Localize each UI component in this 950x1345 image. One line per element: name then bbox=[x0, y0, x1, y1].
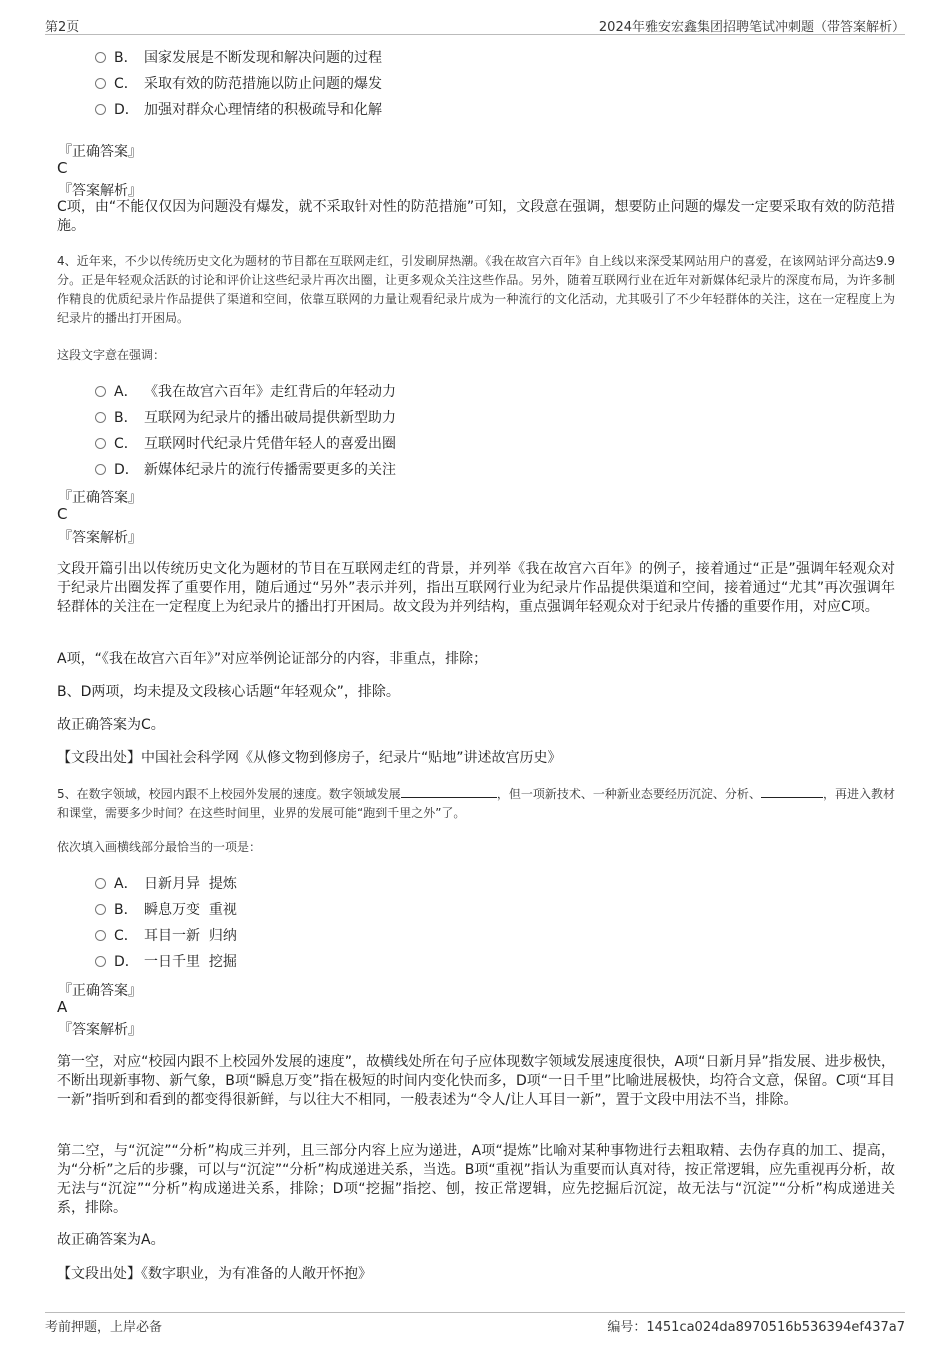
q5-analysis-first-blank: 第一空，对应“校园内跟不上校园外发展的速度”，故横线处所在句子应体现数字领域发展速度很快，A项“日新月异”指发展、进步极快，不断出现新事物、新气象，B项“瞬息万变”指在极短的时间内变化快而多，D项“一日千里”比喻进展极快，均符合文意，保留。C项“耳目一新”指听到和看到的都变得很新鲜，与以往大不相同，一般表述为“令人/让人耳目一新”，置于文段中用法不当，排除。 bbox=[57, 1054, 895, 1108]
q5-option-b[interactable]: B． 瞬息万变 重视 bbox=[95, 899, 237, 921]
q5-analysis-second-blank: 第二空，与“沉淀”“分析”构成三并列，且三部分内容上应为递进，A项“提炼”比喻对某种事物进行去粗取精、去伪存真的加工、提高，为“分析”之后的步骤，可以与“沉淀”“分析”构成递进关系，当选。B项“重视”指认为重要而认真对待，按正常逻辑，应先重视再分析，故无法与“沉淀”“分析”构成递进关系，排除；D项“挖掘”指挖、刨，按正常逻辑，应先挖掘后沉淀，故无法与“沉淀”“分析”构成递进关系，排除。 bbox=[57, 1143, 895, 1216]
page-number: 第2页 bbox=[45, 20, 80, 35]
page-footer bbox=[45, 1312, 905, 1333]
q5-answer-tag: 『正确答案』 bbox=[58, 983, 142, 999]
q4-option-c[interactable]: C． 互联网时代纪录片凭借年轻人的喜爱出圈 bbox=[95, 433, 396, 455]
q5-option-c[interactable]: C． 耳目一新 归纳 bbox=[95, 925, 237, 947]
blank-line-2 bbox=[761, 785, 823, 798]
radio-icon[interactable] bbox=[95, 78, 106, 89]
radio-icon[interactable] bbox=[95, 878, 106, 889]
q3-analysis-tag: 『答案解析』 bbox=[58, 183, 142, 199]
document-title: 2024年雅安宏鑫集团招聘笔试冲刺题（带答案解析） bbox=[598, 20, 905, 35]
page-header bbox=[45, 14, 905, 35]
q4-option-d[interactable]: D． 新媒体纪录片的流行传播需要更多的关注 bbox=[95, 459, 396, 481]
q3-analysis: C项，由“不能仅仅因为问题没有爆发，就不采取针对性的防范措施”可知，文段意在强调，想要防止问题的爆发一定要采取有效的防范措施。 bbox=[57, 199, 895, 234]
radio-icon[interactable] bbox=[95, 956, 106, 967]
q5-analysis-conclusion: 故正确答案为A。 bbox=[57, 1232, 165, 1248]
q5-stem: 5、在数字领域，校园内跟不上校园外发展的速度。数字领域发展 ，但一项新技术、一种新业态要经历沉淀、分析、 ，再进入教材和课堂，需要多少时间？在这些时间里，业界的发展可能“跑到千里之外”了。 bbox=[57, 787, 895, 820]
q4-analysis-a: A项，“《我在故宫六百年》”对应举例论证部分的内容，非重点，排除； bbox=[57, 651, 488, 667]
q5-prompt: 依次填入画横线部分最恰当的一项是： bbox=[57, 840, 262, 854]
radio-icon[interactable] bbox=[95, 438, 106, 449]
q3-option-b[interactable]: B． 国家发展是不断发现和解决问题的过程 bbox=[95, 47, 382, 69]
radio-icon[interactable] bbox=[95, 930, 106, 941]
q4-analysis-conclusion: 故正确答案为C。 bbox=[57, 717, 165, 733]
q4-prompt: 这段文字意在强调： bbox=[57, 348, 166, 362]
q4-analysis-tag: 『答案解析』 bbox=[58, 530, 142, 546]
q5-answer: A bbox=[57, 998, 68, 1016]
q3-option-c[interactable]: C． 采取有效的防范措施以防止问题的爆发 bbox=[95, 73, 382, 95]
q3-answer: C bbox=[57, 159, 68, 177]
q5-option-d[interactable]: D． 一日千里 挖掘 bbox=[95, 951, 237, 973]
q4-analysis-main: 文段开篇引出以传统历史文化为题材的节目在互联网走红的背景，并列举《我在故宫六百年》的例子，接着通过“正是”强调年轻观众对于纪录片出圈发挥了重要作用，随后通过“另外”表示并列，指出互联网行业为纪录片作品提供渠道和空间，接着通过“尤其”再次强调年轻群体的关注在一定程度上为纪录片的播出打开困局。故文段为并列结构，重点强调年轻观众对于纪录片传播的重要作用，对应C项。 bbox=[57, 561, 895, 615]
q4-answer: C bbox=[57, 505, 68, 523]
q4-source: 【文段出处】中国社会科学网《从修文物到修房子，纪录片“贴地”讲述故宫历史》 bbox=[57, 750, 562, 766]
q3-answer-tag: 『正确答案』 bbox=[58, 144, 142, 160]
radio-icon[interactable] bbox=[95, 104, 106, 115]
q4-analysis-bd: B、D两项，均未提及文段核心话题“年轻观众”，排除。 bbox=[57, 684, 400, 700]
q4-answer-tag: 『正确答案』 bbox=[58, 490, 142, 506]
q5-option-a[interactable]: A． 日新月异 提炼 bbox=[95, 873, 237, 895]
radio-icon[interactable] bbox=[95, 52, 106, 63]
radio-icon[interactable] bbox=[95, 412, 106, 423]
footer-slogan: 考前押题，上岸必备 bbox=[45, 1320, 163, 1335]
q5-source: 【文段出处】《数字职业，为有准备的人敞开怀抱》 bbox=[57, 1266, 372, 1282]
radio-icon[interactable] bbox=[95, 464, 106, 475]
blank-line-1 bbox=[401, 785, 497, 798]
footer-serial: 编号：1451ca024da8970516b536394ef437a7 bbox=[607, 1320, 905, 1335]
q4-option-a[interactable]: A． 《我在故宫六百年》走红背后的年轻动力 bbox=[95, 381, 396, 403]
radio-icon[interactable] bbox=[95, 386, 106, 397]
q5-analysis-tag: 『答案解析』 bbox=[58, 1022, 142, 1038]
radio-icon[interactable] bbox=[95, 904, 106, 915]
q4-stem: 4、近年来，不少以传统历史文化为题材的节目都在互联网走红，引发刷屏热潮。《我在故宫六百年》自上线以来深受某网站用户的喜爱，在该网站评分高达9.9分。正是年轻观众活跃的讨论和评价让这些纪录片再次出圈，让更多观众关注这些作品。另外，随着互联网行业在近年对新媒体纪录片的深度布局，为许多制作精良的优质纪录片作品提供了渠道和空间，依靠互联网的力量让观看纪录片成为一种流行的文化活动，尤其吸引了不少年轻群体的关注，这在一定程度上为纪录片的播出打开困局。 bbox=[57, 254, 895, 325]
q4-option-b[interactable]: B． 互联网为纪录片的播出破局提供新型助力 bbox=[95, 407, 396, 429]
q3-option-d[interactable]: D． 加强对群众心理情绪的积极疏导和化解 bbox=[95, 99, 382, 121]
